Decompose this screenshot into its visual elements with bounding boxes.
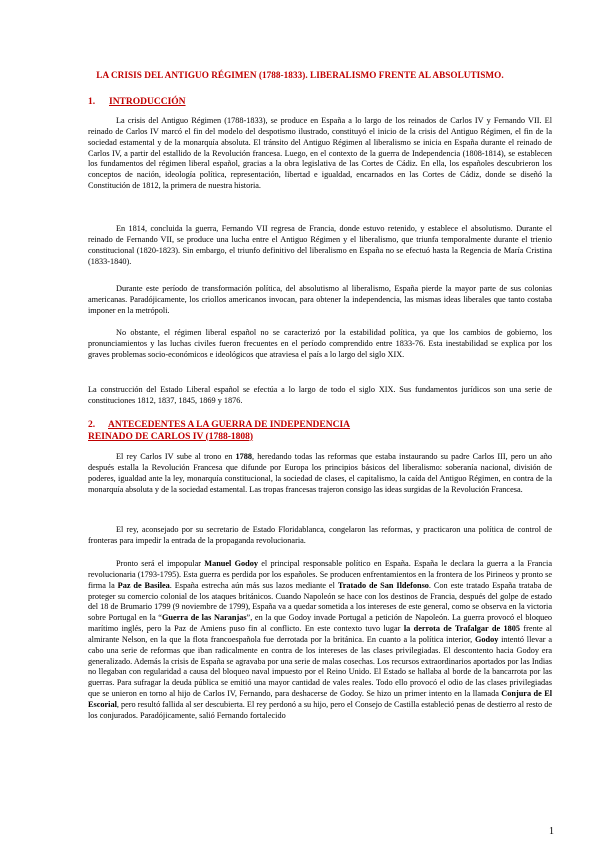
paragraph-carlos-iv-1	[88, 452, 552, 495]
text-run: intentó llevar a cabo una serie de reformas que iban radicalmente en contra de los intereses de las clases privilegiadas. El descontento hacia Godoy era generalizado. Además la crisis de España se agravaba por una serie de malas cosechas. Los recursos extraordinarios aportados por las Indias no llegaban con regularidad a causa del bloqueo naval impuesto por el Reino Unido. El Estado se hallaba al borde de la bancarrota por las guerras. Para sufragar la deuda pública se emitió una mayor cantidad de vales reales. Todo ello provocó el odio de las clases privilegiadas que se unieron en torno al hijo de Carlos IV, Fernando, para deshacerse de Godoy. Se hizo un primer intento en la llamada	[88, 634, 552, 699]
section-label: ANTECEDENTES A LA GUERRA DE INDEPENDENCIA	[108, 420, 351, 430]
bold-run: Tratado de San Ildefonso	[337, 580, 429, 590]
text-run: el principal responsable político en España. España le declara la guerra a la Francia revolucionaria (1793-1795). Esta guerra es perdida por los españoles. Se producen enfrentamientos en la frontera de los Pirineos y pronto se firma la	[88, 559, 552, 590]
text-run: . Con este tratado España trataba de proteger su comercio colonial de los ataques británicos. Cuando Napoleón se hace con los destinos de Francia, después del golpe de estado del 18 de Brumario 1799 (9 noviembre de 1799), España va a quedar sometida a los intereses de este general, como se observa en la victoria sobre Portugal en la “	[88, 580, 553, 623]
text-run: frente al almirante Nelson, en la que la flota francoespañola fue derrotada por la británica. En cuanto a la política interior,	[88, 624, 553, 644]
paragraph-intro-4: No obstante, el régimen liberal español no se caracterizó por la estabilidad política, ya que los cambios de gobierno, los pronunciamientos y las luchas civiles fueron frecuentes en el período comprendido entre 1833-76. Esta inestabilidad se explica por los graves problemas socio-económicos e ideológicos que atraviesa el país a lo largo del siglo XIX.	[88, 328, 552, 359]
paragraph-carlos-iv-3	[88, 559, 552, 722]
paragraph-intro-1: La crisis del Antiguo Régimen (1788-1833), se produce en España a lo largo de los reinados de Carlos IV y Fernando VII. El reinado de Carlos IV marcó el fin del modelo del despotismo ilustrado, constituyó el inicio de la crisis del Antiguo Régimen, el fin de la sociedad estamental y de la monarquía absoluta. El tránsito del Antiguo Régimen al liberalismo se inicia en España durante el reinado de Carlos IV, a partir del estallido de la Revolución francesa. Luego, en el contexto de la guerra de Independencia (1808-1814), se establecen los fundamentos del régimen liberal español, gracias a la obra legislativa de las Cortes de Cádiz. En ella, los españoles descubrieron los conceptos de nación, ideología política, representación, libertad e igualdad, encarnados en las Cortes de Cádiz, donde se diseñó la Constitución de 1812, la primera de nuestra historia.	[88, 116, 552, 191]
text-run: . España estrecha aún más sus lazos mediante el	[169, 580, 338, 590]
section-title-line	[88, 420, 350, 432]
text-run: Pronto será el impopular	[116, 559, 205, 568]
section-subtitle-line	[88, 432, 350, 444]
section-label: INTRODUCCIÓN	[109, 97, 186, 107]
section-heading-antecedentes	[88, 420, 350, 443]
paragraph-intro-5: La construcción del Estado Liberal español se efectúa a lo largo de todo el siglo XIX. Sus fundamentos jurídicos son una serie de constituciones 1812, 1837, 1845, 1869 y 1876.	[88, 385, 552, 405]
bold-run: Conjura de El Escorial	[88, 689, 552, 709]
bold-run: 1788	[235, 452, 253, 461]
page-number: 1	[549, 826, 554, 837]
paragraph-intro-3: Durante este período de transformación política, del absolutismo al liberalismo, España pierde la mayor parte de sus colonias americanas. Paradójicamente, los criollos americanos invocan, para obtener la independencia, las mismas ideas liberales que tanto costaba imponer en la metrópoli.	[88, 284, 552, 315]
section-number: 1.	[88, 97, 96, 107]
section-heading-introduccion	[88, 97, 186, 107]
text-run: ”, en la que Godoy invade Portugal a petición de Napoleón. La guerra provocó el bloqueo marítimo inglés, pero la Paz de Amiens puso fin al conflicto. En este contexto tuvo lugar	[88, 613, 552, 634]
text-run: , pero resultó fallida al ser descubierta. El rey perdonó a su hijo, pero el Consejo de Castilla estableció penas de destierro al resto de los conjurados. Paradójicamente, salió Fernando fortalecido	[88, 699, 552, 720]
text-run: , heredando todas las reformas que estaba instaurando su padre Carlos III, pero un año después estalla la Revolución Francesa que difunde por Europa los principios básicos del liberalismo: soberanía nacional, división de poderes, igualdad ante la ley, monarquía constitucional, la sociedad de clases, el capitalismo, la caída del Antiguo Régimen, en contra de la monarquía absoluta y de la sociedad estamental. Las tropas francesas trajeron consigo las ideas surgidas de la Revolución Francesa.	[88, 452, 552, 494]
section-number: 2.	[88, 420, 96, 430]
bold-run: Paz de Basilea	[117, 580, 170, 590]
bold-run: la derrota de Trafalgar de 1805	[403, 624, 521, 634]
bold-run: Godoy	[474, 634, 499, 644]
document-title: LA CRISIS DEL ANTIGUO RÉGIMEN (1788-1833). LIBERALISMO FRENTE AL ABSOLUTISMO.	[96, 70, 504, 80]
paragraph-intro-2: En 1814, concluida la guerra, Fernando VII regresa de Francia, donde estuvo retenido, y establece el absolutismo. Durante el reinado de Fernando VII, se produce una lucha entre el Antiguo Régimen y el liberalismo, que triunfa temporalmente durante el trienio constitucional (1820-1823). Sin embargo, el triunfo definitivo del liberalismo en España no se efectuó hasta la Regencia de María Cristina (1833-1840).	[88, 224, 552, 266]
bold-run: Guerra de las Naranjas	[161, 613, 247, 623]
text-run: El rey Carlos IV sube al trono en	[116, 452, 236, 461]
section-sublabel: REINADO DE CARLOS IV (1788-1808)	[88, 431, 254, 442]
paragraph-carlos-iv-2: El rey, aconsejado por su secretario de Estado Floridablanca, congelaron las reformas, y practicaron una política de control de fronteras para impedir la entrada de la propaganda revolucionaria.	[88, 525, 552, 545]
bold-run: Manuel Godoy	[204, 559, 258, 568]
